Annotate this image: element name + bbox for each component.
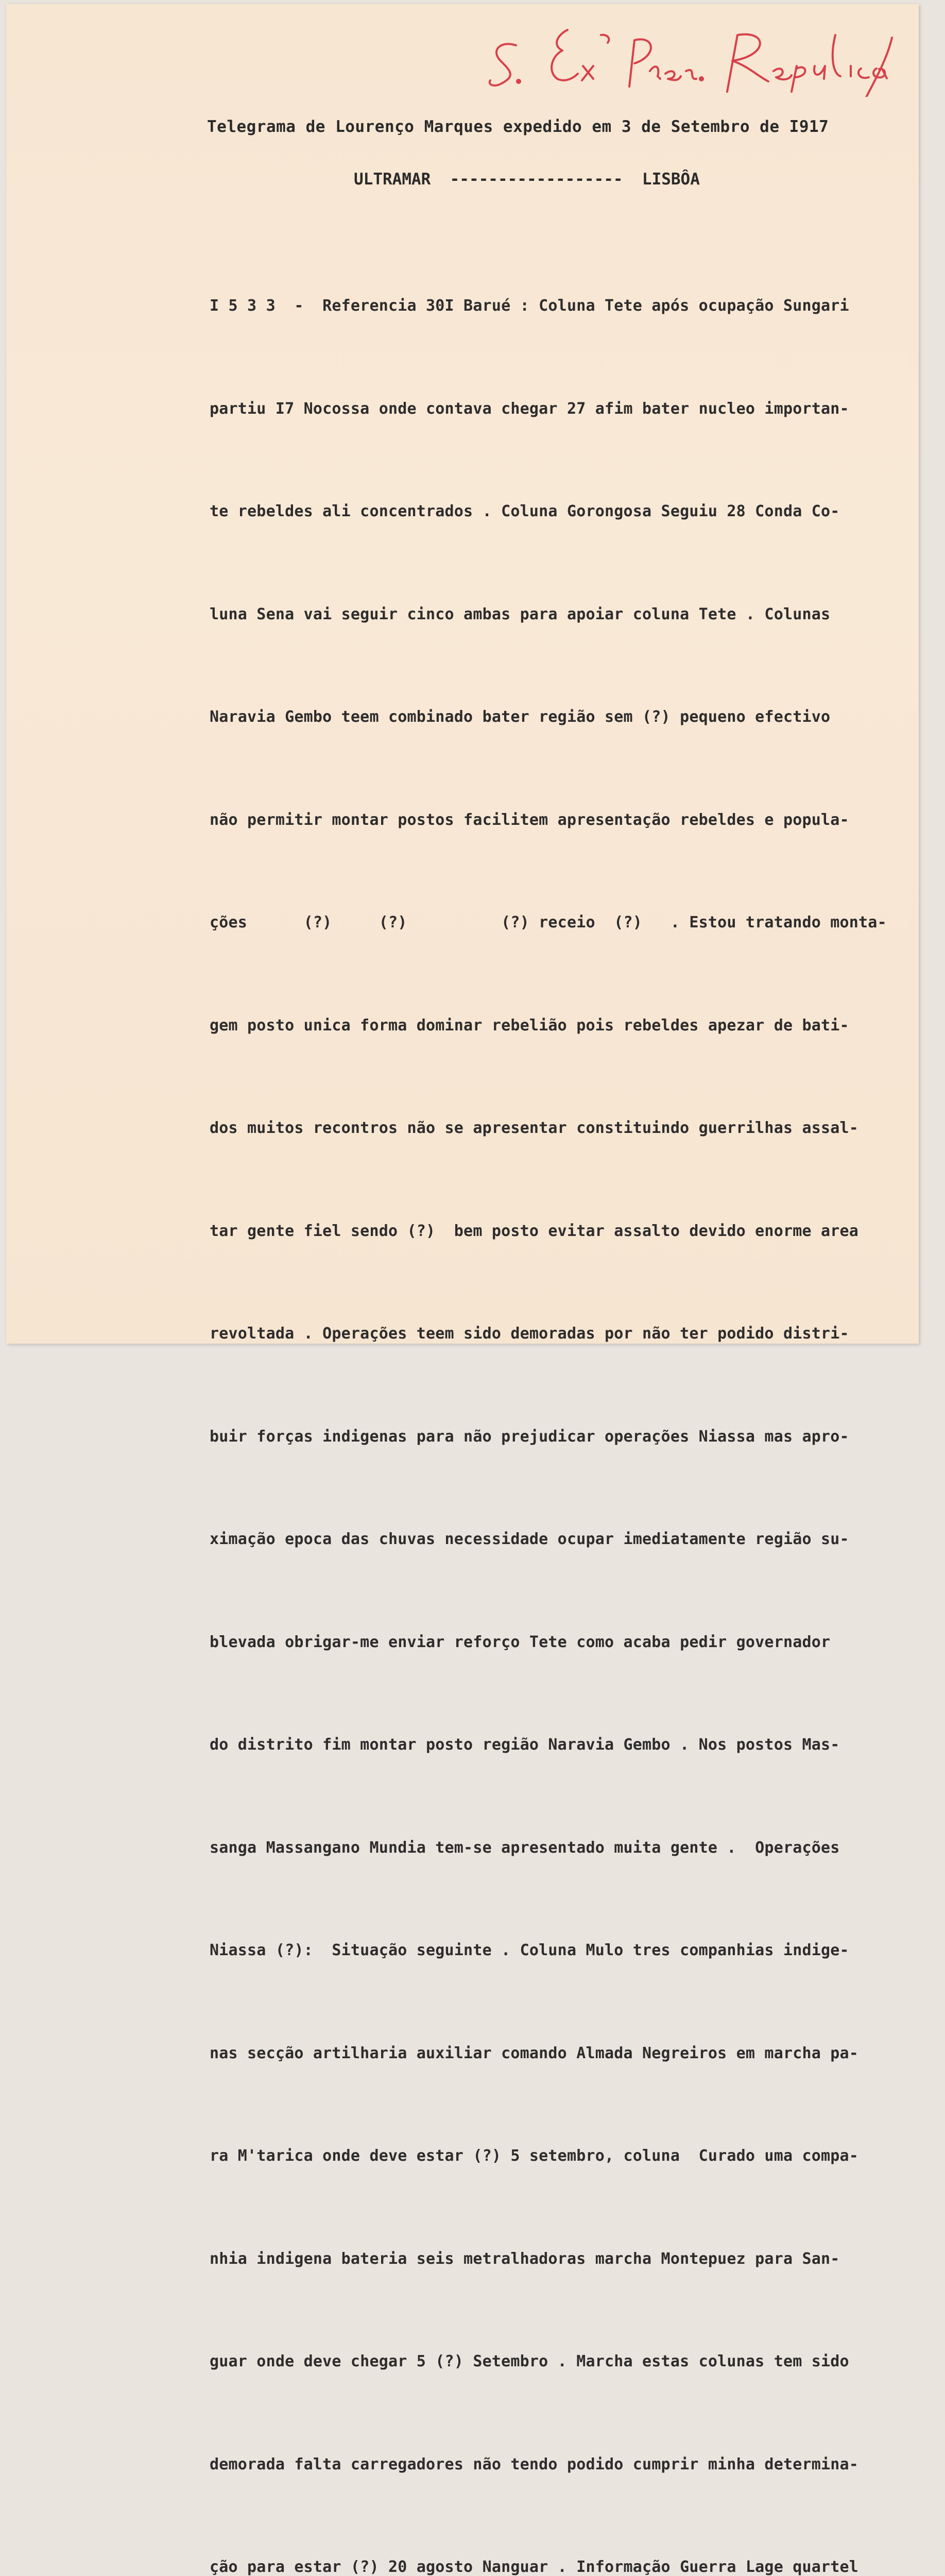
- body-line: guar onde deve chegar 5 (?) Setembro . Marcha estas colunas tem sido: [210, 2352, 849, 2370]
- body-line: ximação epoca das chuvas necessidade ocupar imediatamente região su-: [210, 1530, 849, 1548]
- body-line: luna Sena vai seguir cinco ambas para apoiar coluna Tete . Colunas: [210, 605, 831, 623]
- body-line: revoltada . Operações teem sido demoradas por não ter podido distri-: [210, 1325, 849, 1343]
- body-line: sanga Massangano Mundia tem-se apresentado muita gente . Operações: [210, 1838, 840, 1857]
- handwritten-annotation: [480, 14, 913, 97]
- body-line: Naravia Gembo teem combinado bater região sem (?) pequeno efectivo: [210, 708, 831, 726]
- body-line: não permitir montar postos facilitem apresentação rebeldes e popula-: [210, 810, 849, 829]
- body-line: nas secção artilharia auxiliar comando Almada Negreiros em marcha pa-: [210, 2044, 859, 2062]
- handwritten-signature-icon: [480, 14, 913, 97]
- body-line: ra M'tarica onde deve estar (?) 5 setembro, coluna Curado uma compa-: [210, 2147, 859, 2165]
- body-line: do distrito fim montar posto região Naravia Gembo . Nos postos Mas-: [210, 1736, 840, 1754]
- body-line: partiu I7 Nocossa onde contava chegar 27 afim bater nucleo importan-: [210, 399, 849, 418]
- body-line: Niassa (?): Situação seguinte . Coluna Mulo tres companhias indige-: [210, 1941, 849, 1959]
- body-line: tar gente fiel sendo (?) bem posto evitar assalto devido enorme area: [210, 1222, 859, 1240]
- telegram-route-line: ULTRAMAR ------------------ LISBÔA: [354, 170, 700, 189]
- body-line: dos muitos recontros não se apresentar constituindo guerrilhas assal-: [210, 1119, 859, 1137]
- body-line: ções (?) (?) (?) receio (?) . Estou tratando monta-: [210, 913, 887, 931]
- body-line: buir forças indigenas para não prejudicar operações Niassa mas apro-: [210, 1427, 849, 1446]
- body-line: nhia indigena bateria seis metralhadoras marcha Montepuez para San-: [210, 2249, 840, 2268]
- body-line: te rebeldes ali concentrados . Coluna Gorongosa Seguiu 28 Conda Co-: [210, 502, 840, 520]
- body-line: ção para estar (?) 20 agosto Nanguar . Informação Guerra Lage quartel: [210, 2558, 859, 2576]
- body-line: blevada obrigar-me enviar reforço Tete como acaba pedir governador: [210, 1633, 831, 1651]
- document-page: [6, 4, 919, 2576]
- body-line: gem posto unica forma dominar rebelião pois rebeldes apezar de bati-: [210, 1016, 849, 1035]
- body-line: demorada falta carregadores não tendo podido cumprir minha determina-: [210, 2455, 859, 2473]
- telegram-body: [210, 221, 925, 2576]
- body-line: I 5 3 3 - Referencia 30I Barué : Coluna Tete após ocupação Sungari: [210, 297, 849, 315]
- telegram-heading: Telegrama de Lourenço Marques expedido em 3 de Setembro de I917: [207, 117, 829, 136]
